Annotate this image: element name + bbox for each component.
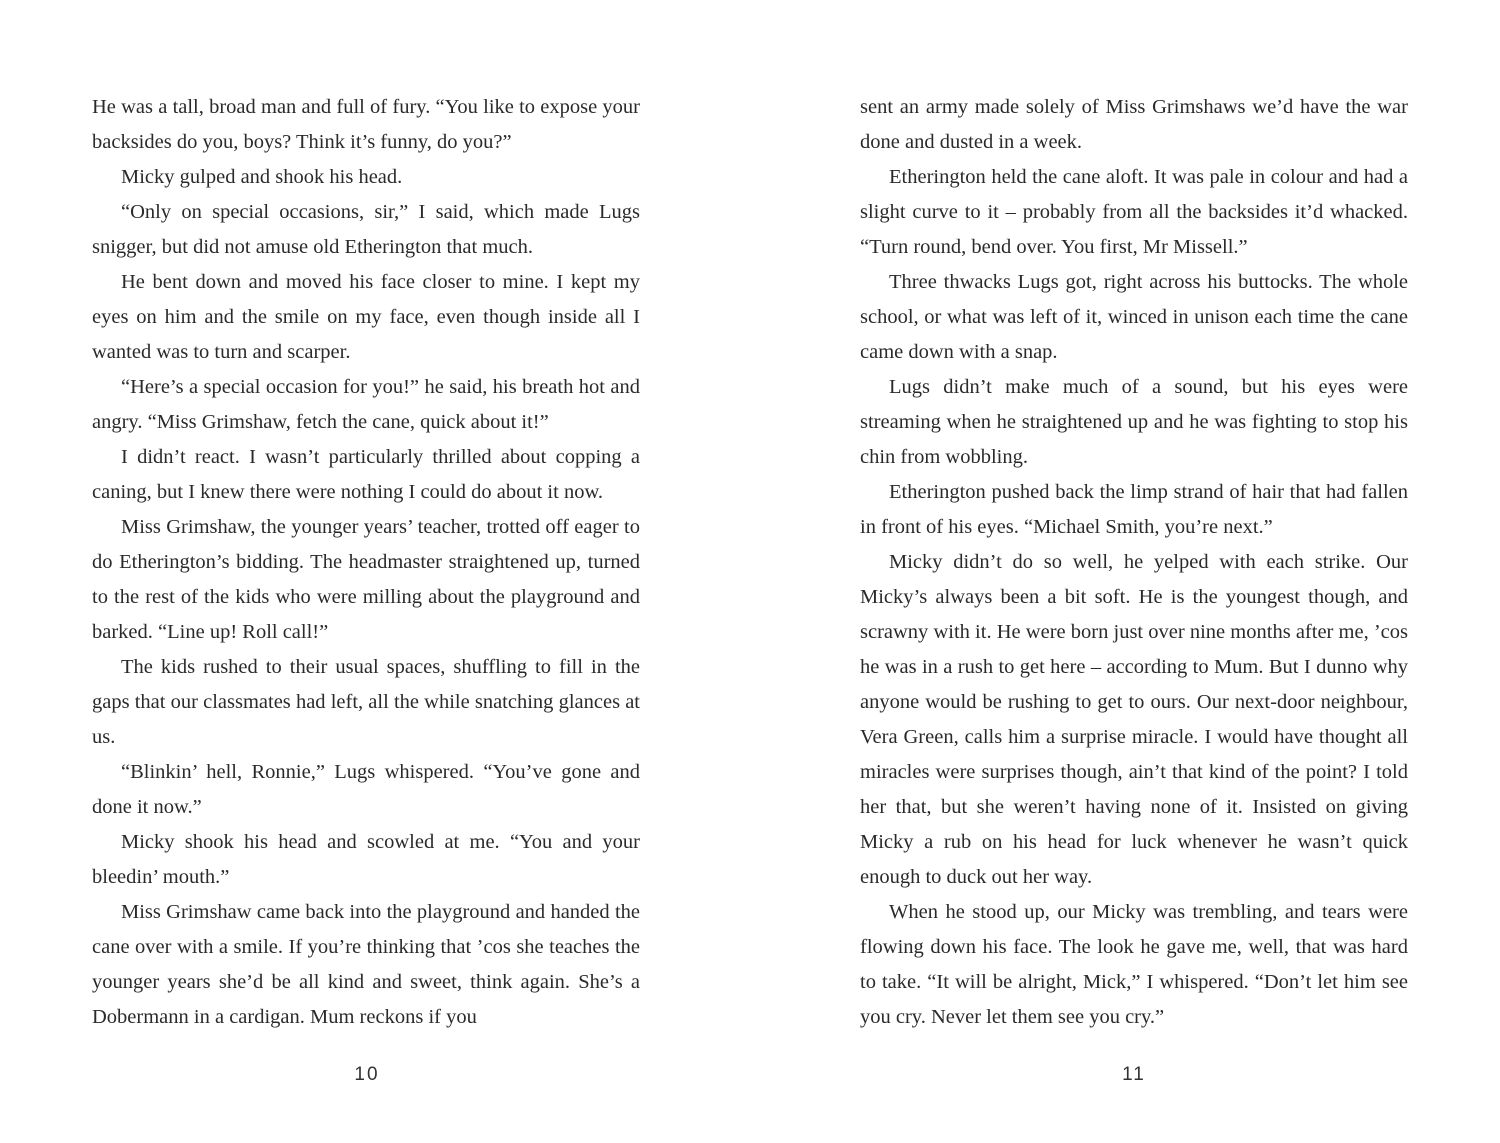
paragraph: Miss Grimshaw came back into the playground and handed the cane over with a smile. If you’re thinking that ’cos she teaches the younger years she’d be all kind and sweet, think again. She’s a Dobermann in a cardigan. Mum reckons if you — [92, 901, 640, 1028]
paragraph: Lugs didn’t make much of a sound, but his eyes were streaming when he straightened up and he was fighting to stop his chin from wobbling. — [860, 376, 1408, 468]
paragraph: sent an army made solely of Miss Grimshaws we’d have the war done and dusted in a week. — [860, 96, 1408, 153]
paragraph: He was a tall, broad man and full of fury. “You like to expose your backsides do you, boys? Think it’s funny, do you?” — [92, 96, 640, 153]
paragraph: He bent down and moved his face closer to mine. I kept my eyes on him and the smile on my face, even though inside all I wanted was to turn and scarper. — [92, 271, 640, 363]
paragraph: Etherington held the cane aloft. It was pale in colour and had a slight curve to it – probably from all the backsides it’d whacked. “Turn round, bend over. You first, Mr Missell.” — [860, 166, 1408, 258]
page-number-right: 11 — [1122, 1064, 1146, 1085]
paragraph: Miss Grimshaw, the younger years’ teacher, trotted off eager to do Etherington’s bidding. The headmaster straightened up, turned to the rest of the kids who were milling about the playground and barked. “Line up! Roll call!” — [92, 516, 640, 643]
paragraph: I didn’t react. I wasn’t particularly thrilled about copping a caning, but I knew there were nothing I could do about it now. — [92, 446, 640, 503]
left-page — [92, 90, 640, 1035]
paragraph: Micky didn’t do so well, he yelped with each strike. Our Micky’s always been a bit soft. He is the youngest though, and scrawny with it. He were born just over nine months after me, ’cos he was in a rush to get here – according to Mum. But I dunno why anyone would be rushing to get to ours. Our next-door neighbour, Vera Green, calls him a surprise miracle. I would have thought all miracles were surprises though, ain’t that kind of the point? I told her that, but she weren’t having none of it. Insisted on giving Micky a rub on his head for luck whenever he wasn’t quick enough to duck out her way. — [860, 551, 1408, 888]
page-number-left: 10 — [354, 1064, 380, 1085]
paragraph: When he stood up, our Micky was trembling, and tears were flowing down his face. The look he gave me, well, that was hard to take. “It will be alright, Mick,” I whispered. “Don’t let him see you cry. Never let them see you cry.” — [860, 901, 1408, 1028]
paragraph: “Blinkin’ hell, Ronnie,” Lugs whispered. “You’ve gone and done it now.” — [92, 761, 640, 818]
paragraph: “Here’s a special occasion for you!” he said, his breath hot and angry. “Miss Grimshaw, fetch the cane, quick about it!” — [92, 376, 640, 433]
paragraph: Etherington pushed back the limp strand of hair that had fallen in front of his eyes. “Michael Smith, you’re next.” — [860, 481, 1408, 538]
paragraph: The kids rushed to their usual spaces, shuffling to fill in the gaps that our classmates had left, all the while snatching glances at us. — [92, 656, 640, 748]
paragraph: Micky gulped and shook his head. — [121, 166, 403, 188]
paragraph: “Only on special occasions, sir,” I said, which made Lugs snigger, but did not amuse old Etherington that much. — [92, 201, 640, 258]
paragraph: Micky shook his head and scowled at me. “You and your bleedin’ mouth.” — [92, 831, 640, 888]
paragraph: Three thwacks Lugs got, right across his buttocks. The whole school, or what was left of it, winced in unison each time the cane came down with a snap. — [860, 271, 1408, 363]
right-page — [860, 90, 1408, 1035]
